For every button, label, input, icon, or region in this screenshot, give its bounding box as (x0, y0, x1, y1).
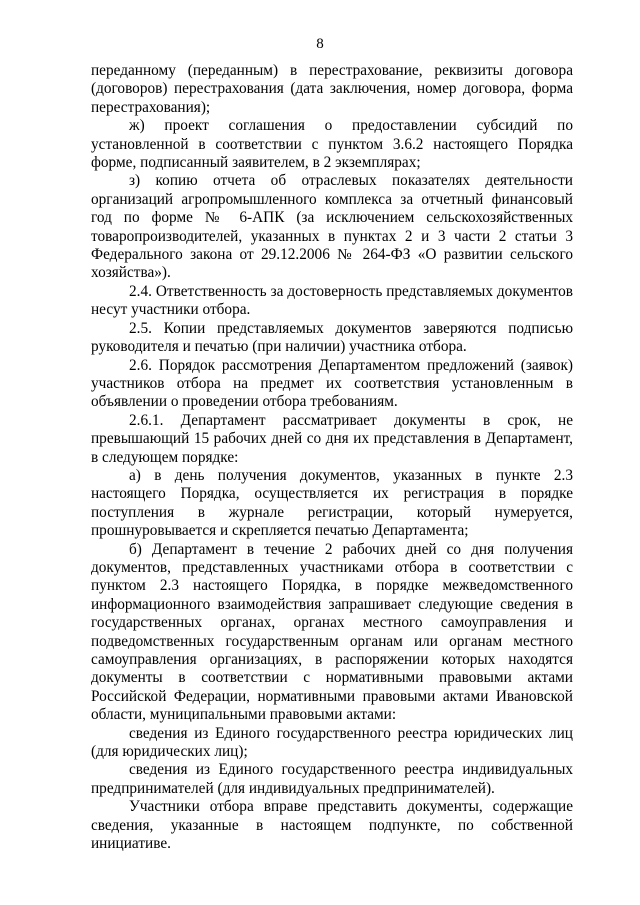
paragraph-2-4: 2.4. Ответственность за достоверность представляемых документов несут участники отбора. (91, 282, 573, 319)
paragraph-item-z: з) копию отчета об отраслевых показателях деятельности организаций агропромышленного комплекса за отчетный финансовый год по форме № 6-АПК (за исключением сельскохозяйственных товаропроизводителей, указанных в пунктах 2 и 3 части 2 статьи 3 Федерального закона от 29.12.2006 № 264-ФЗ «О развитии сельского хозяйства»). (91, 172, 573, 282)
paragraph-2-6-1: 2.6.1. Департамент рассматривает документы в срок, не превышающий 15 рабочих дней со дня их представления в Департамент, в следующем порядке: (91, 411, 573, 466)
paragraph-item-a: а) в день получения документов, указанных в пункте 2.3 настоящего Порядка, осуществляется их регистрация в порядке поступления в журнале регистрации, который нумеруется, прошнуровывается и скрепляется печатью Департамента; (91, 466, 573, 540)
paragraph-2-6: 2.6. Порядок рассмотрения Департаментом предложений (заявок) участников отбора на предмет их соответствия установленным в объявлении о проведении отбора требованиям. (91, 356, 573, 411)
paragraph-item-b: б) Департамент в течение 2 рабочих дней со дня получения документов, представленных участниками отбора в соответствии с пунктом 2.3 настоящего Порядка, в порядке межведомственного информационного взаимодействия запрашивает следующие сведения в государственных органах, органах местного самоуправления и подведомственных государственным органам или органам местного самоуправления организациях, в распоряжении которых находятся документы в соответствии с нормативными правовыми актами Российской Федерации, нормативными правовыми актами Ивановской области, муниципальными правовыми актами: (91, 540, 573, 724)
paragraph-egrul: сведения из Единого государственного реестра юридических лиц (для юридических лиц); (91, 724, 573, 761)
paragraph-item-zh: ж) проект соглашения о предоставлении субсидий по установленной в соответствии с пунктом 3.6.2 настоящего Порядка форме, подписанный заявителем, в 2 экземплярах; (91, 117, 573, 172)
paragraph-egrip: сведения из Единого государственного реестра индивидуальных предпринимателей (для индивидуальных предпринимателей). (91, 761, 573, 797)
paragraph-initiative: Участники отбора вправе представить документы, содержащие сведения, указанные в настоящем подпункте, по собственной инициативе. (91, 798, 573, 853)
paragraph-continuation: переданному (переданным) в перестрахование, реквизиты договора (договоров) перестрахования (дата заключения, номер договора, форма перестрахования); (91, 62, 573, 116)
paragraph-2-5: 2.5. Копии представляемых документов заверяются подписью руководителя и печатью (при наличии) участника отбора. (91, 319, 573, 356)
page-number: 8 (316, 36, 324, 52)
document-body (91, 62, 573, 853)
